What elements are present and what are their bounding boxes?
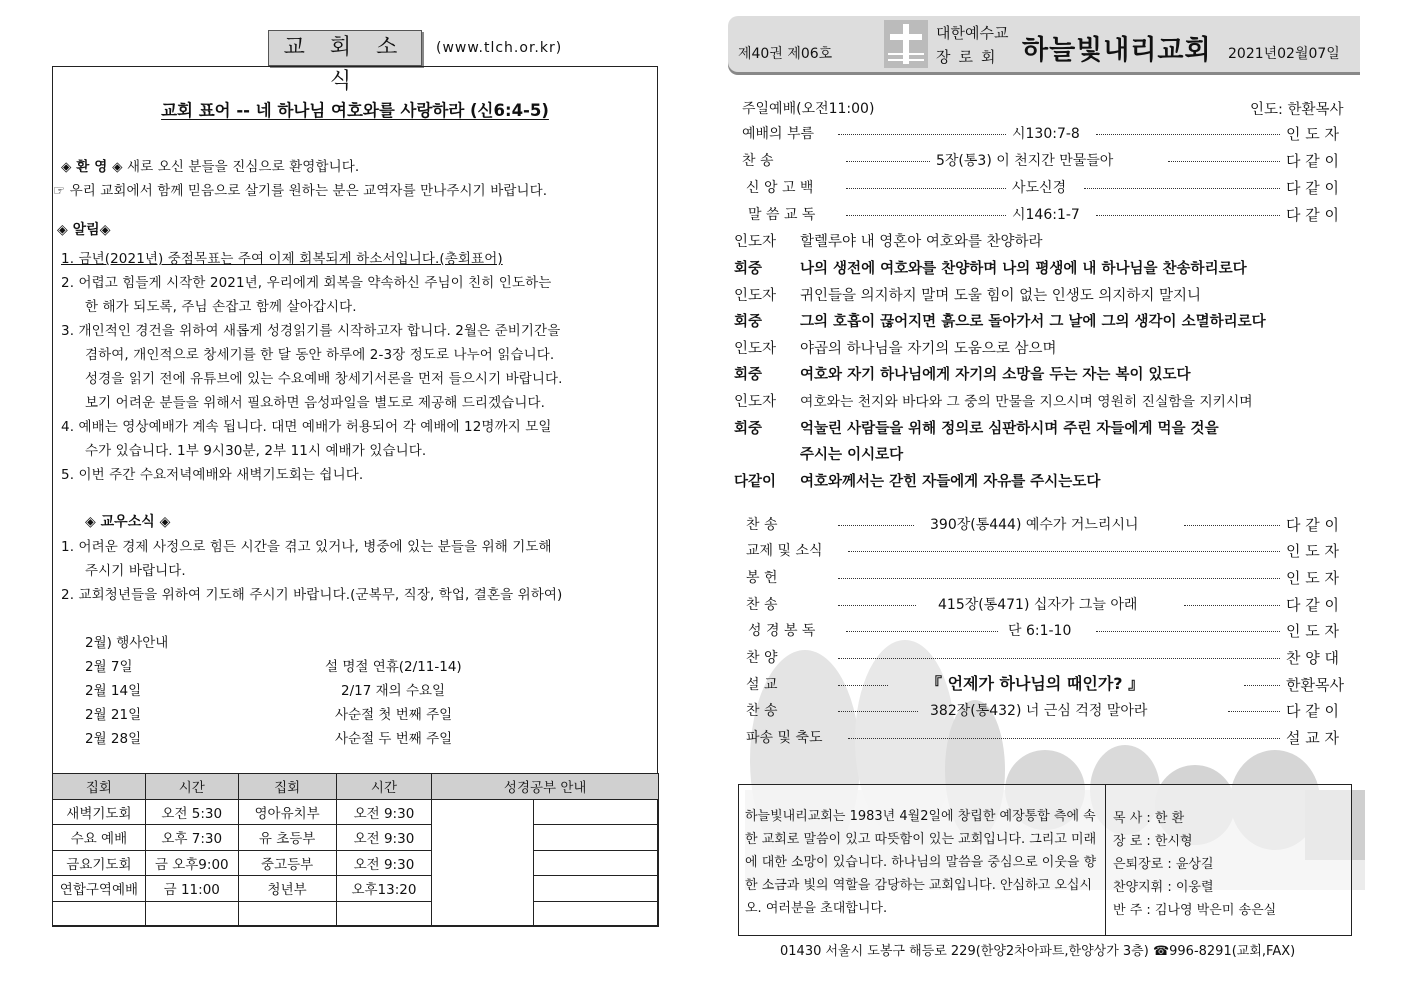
dot-leader [838, 134, 1006, 135]
notice-item: 3. 개인적인 경건을 위하여 새롭게 성경읽기를 시작하고자 합니다. 2월은 준비기간을 [61, 323, 561, 339]
table-row [53, 850, 659, 876]
event-date: 2월 28일 [85, 731, 142, 747]
table-cell [53, 901, 146, 927]
meeting-schedule-table [52, 773, 659, 927]
order-content: 사도신경 [1012, 180, 1067, 196]
reading-speaker: 다같이 [734, 474, 777, 490]
staff-elder: 장 로 : 한시형 [1113, 834, 1193, 849]
order-item: 예배의 부름 [742, 126, 815, 142]
dot-leader [838, 658, 1280, 659]
reading-speaker: 인도자 [734, 394, 777, 410]
table-cell: 영아유치부 [238, 799, 336, 825]
table-cell: 금요기도회 [53, 850, 146, 876]
notice-item: 보기 어려운 분들을 위해서 필요하면 음성파일을 별도로 제공해 드리겠습니다. [85, 395, 546, 411]
event-date: 2월 14일 [85, 683, 142, 699]
order-by: 다 같 이 [1286, 152, 1340, 170]
event-desc: 사순절 두 번째 주일 [335, 731, 453, 747]
order-content: 5장(통3) 이 천지간 만물들아 [936, 153, 1114, 169]
church-address: 01430 서울시 도봉구 해등로 229(한양2차아파트,한양상가 3층) ☎996-8291(교회,FAX) [780, 944, 1296, 959]
table-cell: 오전 9:30 [336, 850, 432, 876]
church-name: 하늘빛내리교회 [1022, 35, 1212, 66]
table-cell: 오전 9:30 [336, 799, 432, 825]
col-header: 성경공부 안내 [432, 774, 659, 800]
reading-speaker: 인도자 [734, 288, 777, 304]
bible-study-cell [534, 901, 659, 927]
service-leader: 인도: 한환목사 [1250, 102, 1344, 118]
table-cell: 오후13:20 [336, 876, 432, 902]
divider [1105, 785, 1106, 935]
denomination-line2: 장로회 [936, 48, 1004, 66]
order-content: 시146:1-7 [1012, 207, 1080, 223]
church-news-box [52, 66, 658, 926]
reading-speaker: 회중 [734, 314, 763, 330]
reading-speaker: 인도자 [734, 341, 777, 357]
notice-item: 4. 예배는 영상예배가 계속 됩니다. 대면 예배가 허용되어 각 예배에 12명까지 모일 [61, 419, 552, 435]
order-item: 찬 송 [746, 517, 778, 533]
member-news-item: 2. 교회청년들을 위하여 기도해 주시기 바랍니다.(군복무, 직장, 학업, 결혼을 위하여) [61, 587, 563, 603]
reading-text: 귀인들을 의지하지 말며 도울 힘이 없는 인생도 의지하지 말지니 [800, 288, 1202, 304]
bible-study-cell [534, 876, 659, 902]
notice-item: 겸하여, 개인적으로 창세기를 한 달 동안 하루에 2-3장 정도로 나누어 읽습니다. [85, 347, 555, 363]
dot-leader [838, 711, 918, 712]
order-by: 다 같 이 [1286, 702, 1340, 720]
notice-item: 수가 있습니다. 1부 9시30분, 2부 11시 예배가 있습니다. [85, 443, 427, 459]
order-item: 찬 송 [742, 153, 774, 169]
table-cell: 연합구역예배 [53, 876, 146, 902]
staff-pastor: 목 사 : 한 환 [1113, 811, 1185, 826]
reading-text: 여호와께서는 갇힌 자들에게 자유를 주시는도다 [800, 474, 1101, 490]
dot-leader [848, 738, 1280, 739]
table-cell: 금 11:00 [145, 876, 238, 902]
order-by: 인 도 자 [1286, 622, 1340, 640]
cross-logo-icon [884, 20, 928, 68]
church-motto: 교회 표어 -- 네 하나님 여호와를 사랑하라 (신6:4-5) [161, 101, 549, 120]
bible-study-cell [534, 850, 659, 876]
table-row [53, 876, 659, 902]
reading-text: 여호와 자기 하나님에게 자기의 소망을 두는 자는 복이 있도다 [800, 367, 1191, 383]
order-item: 설 교 [746, 677, 778, 693]
welcome-line [61, 155, 359, 175]
order-by: 다 같 이 [1286, 206, 1340, 224]
church-intro: 하늘빛내리교회는 1983년 4월2일에 창립한 예장통합 측에 속한 교회로 말씀이 있고 따뜻함이 있는 교회입니다. 그리고 미래에 대한 소망이 있습니다. 하나님의 말씀을 중심으로 이웃을 향한 소금과 빛의 역할을 감당하는 교회입니다. 안심하고 오십시오. 여러분을 초대합니다. [745, 809, 1097, 916]
staff-accompanist: 반 주 : 김나영 박은미 송은실 [1113, 903, 1277, 918]
dot-leader [846, 631, 998, 632]
order-item: 말 씀 교 독 [748, 207, 816, 223]
col-header: 집회 [238, 774, 336, 800]
order-item: 봉 헌 [746, 570, 778, 586]
reading-speaker: 회중 [734, 261, 763, 277]
reading-speaker: 인도자 [734, 234, 777, 250]
table-row [53, 799, 659, 825]
bible-study-cell [534, 799, 659, 825]
dot-leader [1084, 188, 1280, 189]
col-header: 집회 [53, 774, 146, 800]
reading-text: 그의 호흡이 끊어지면 흙으로 돌아가서 그 날에 그의 생각이 소멸하리로다 [800, 314, 1266, 330]
welcome-heading: ◈ 환 영 ◈ [61, 159, 123, 175]
dot-leader [1228, 711, 1280, 712]
dot-leader [1168, 161, 1280, 162]
reading-text: 야곱의 하나님을 자기의 도움으로 삼으며 [800, 341, 1057, 357]
dot-leader [846, 188, 1006, 189]
volume-number: 제40권 제06호 [738, 46, 833, 62]
church-news-title: 교 회 소 식 [268, 30, 422, 66]
dot-leader [1096, 631, 1280, 632]
member-news-item: 1. 어려운 경제 사정으로 힘든 시간을 겪고 있거나, 병중에 있는 분들을 위해 기도해 [61, 539, 552, 555]
table-header-row [53, 774, 659, 800]
table-row [53, 901, 659, 927]
order-content: 단 6:1-10 [1008, 623, 1072, 639]
dot-leader [838, 685, 888, 686]
dot-leader [838, 605, 916, 606]
dot-leader [1096, 215, 1280, 216]
dot-leader [1184, 605, 1280, 606]
dot-leader [838, 578, 1280, 579]
member-news-item: 주시기 바랍니다. [85, 563, 186, 579]
reading-text: 주시는 이시로다 [800, 447, 904, 463]
bible-study-cell [534, 825, 659, 851]
table-cell: 오후 7:30 [145, 825, 238, 851]
dot-leader [1096, 134, 1280, 135]
reading-text: 나의 생전에 여호와를 찬양하며 나의 평생에 내 하나님을 찬송하리로다 [800, 261, 1247, 277]
dot-leader [1244, 685, 1280, 686]
table-cell: 오전 5:30 [145, 799, 238, 825]
reading-speaker: 회중 [734, 367, 763, 383]
bulletin-date: 2021년02월07일 [1228, 46, 1340, 62]
welcome-text: 새로 오신 분들을 진심으로 환영합니다. [122, 159, 360, 175]
event-desc: 사순절 첫 번째 주일 [335, 707, 453, 723]
event-desc: 설 명절 연휴(2/11-14) [325, 659, 462, 675]
order-item: 찬 송 [746, 703, 778, 719]
order-content: 390장(통444) 예수가 거느리시니 [930, 517, 1139, 533]
table-cell [336, 901, 432, 927]
table-cell: 오전 9:30 [336, 825, 432, 851]
order-item: 교제 및 소식 [746, 543, 823, 559]
dot-leader [838, 525, 914, 526]
notice-item: 한 해가 되도록, 주님 손잡고 함께 살아갑시다. [85, 299, 357, 315]
table-cell: 중고등부 [238, 850, 336, 876]
reading-text: 여호와는 천지와 바다와 그 중의 만물을 지으시며 영원히 진실함을 지키시며 [800, 394, 1253, 410]
reading-text: 억눌린 사람들을 위해 정의로 심판하시며 주린 자들에게 먹을 것을 [800, 421, 1219, 437]
order-by: 다 같 이 [1286, 516, 1340, 534]
church-info-box [738, 784, 1352, 936]
notice-item: 2. 어렵고 힘들게 시작한 2021년, 우리에게 회복을 약속하신 주님이 친히 인도하는 [61, 275, 552, 291]
events-heading: 2월) 행사안내 [85, 635, 169, 651]
order-item: 찬 송 [746, 597, 778, 613]
notice-item: 성경을 읽기 전에 유튜브에 있는 수요예배 창세기서론을 먼저 들으시기 바랍니다. [85, 371, 563, 387]
order-content: 415장(통471) 십자가 그늘 아래 [938, 597, 1138, 613]
event-date: 2월 7일 [85, 659, 133, 675]
denomination-line1: 대한예수교 [936, 24, 1009, 42]
dot-leader [846, 215, 1006, 216]
table-cell [145, 901, 238, 927]
order-by: 한환목사 [1286, 676, 1344, 694]
staff-conductor: 찬양지휘 : 이웅렬 [1113, 880, 1214, 895]
service-title: 주일예배(오전11:00) [742, 101, 875, 117]
order-by: 다 같 이 [1286, 179, 1340, 197]
order-content: 시130:7-8 [1012, 126, 1080, 142]
order-item: 파송 및 축도 [746, 730, 823, 746]
dot-leader [1184, 525, 1280, 526]
notice-item: 5. 이번 주간 수요저녁예배와 새벽기도회는 쉽니다. [61, 467, 364, 483]
welcome-invite: ☞ 우리 교회에서 함께 믿음으로 살기를 원하는 분은 교역자를 만나주시기 바랍니다. [53, 183, 548, 199]
member-news-heading: ◈ 교우소식 ◈ [85, 514, 171, 530]
order-by: 찬 양 대 [1286, 649, 1340, 667]
bible-study-cell [432, 799, 534, 927]
staff-retired-elder: 은퇴장로 : 윤상길 [1113, 857, 1214, 872]
order-by: 다 같 이 [1286, 596, 1340, 614]
notice-heading: ◈ 알림◈ [57, 222, 111, 238]
event-desc: 2/17 재의 수요일 [341, 683, 446, 699]
order-by: 인 도 자 [1286, 569, 1340, 587]
bulletin-header [728, 16, 1360, 72]
col-header: 시간 [145, 774, 238, 800]
notice-item: 1. 금년(2021년) 중점목표는 주여 이제 회복되게 하소서입니다.(총회표어) [61, 251, 503, 267]
table-cell: 청년부 [238, 876, 336, 902]
order-item: 신 앙 고 백 [746, 180, 814, 196]
col-header: 시간 [336, 774, 432, 800]
website-url[interactable]: (www.tlch.or.kr) [436, 40, 563, 56]
order-item: 성 경 봉 독 [748, 623, 816, 639]
table-cell: 금 오후9:00 [145, 850, 238, 876]
table-row [53, 825, 659, 851]
dot-leader [846, 161, 930, 162]
table-cell: 수요 예배 [53, 825, 146, 851]
dot-leader [848, 551, 1280, 552]
order-item: 찬 양 [746, 650, 778, 666]
event-date: 2월 21일 [85, 707, 142, 723]
table-cell: 유 초등부 [238, 825, 336, 851]
reading-speaker: 회중 [734, 421, 763, 437]
order-by: 설 교 자 [1286, 729, 1340, 747]
sermon-title: 『 언제가 하나님의 때인가? 』 [926, 674, 1145, 693]
table-cell [238, 901, 336, 927]
reading-text: 할렐루야 내 영혼아 여호와를 찬양하라 [800, 234, 1043, 250]
table-cell: 새벽기도회 [53, 799, 146, 825]
order-by: 인 도 자 [1286, 125, 1340, 143]
order-by: 인 도 자 [1286, 542, 1340, 560]
order-content: 382장(통432) 너 근심 걱정 말아라 [930, 703, 1148, 719]
